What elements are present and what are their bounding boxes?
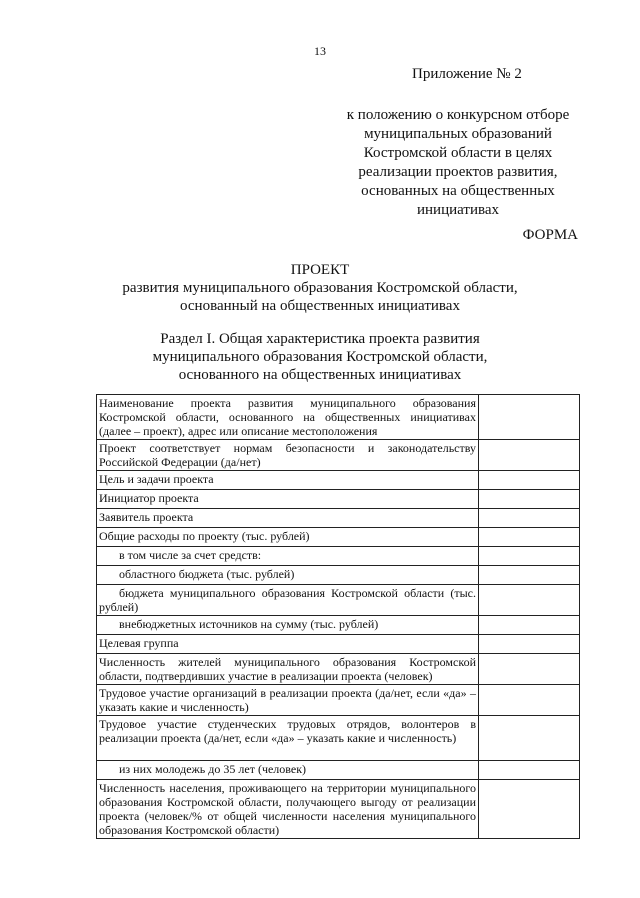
appendix-reference-line: основанных на общественных xyxy=(361,183,555,199)
table-row xyxy=(97,490,580,509)
project-title: ПРОЕКТ xyxy=(290,262,350,278)
value-cell[interactable] xyxy=(479,509,580,528)
appendix-reference xyxy=(340,106,576,220)
value-cell[interactable] xyxy=(479,547,580,566)
section-heading xyxy=(0,330,640,384)
appendix-reference-line: реализации проектов развития, xyxy=(358,164,558,180)
row-label: Численность населения, проживающего на территории муниципального образования Костромской области, получающего выгоду от реализации проекта (человек/% от общей численности населения муниципального образования Костромской области) xyxy=(97,780,479,839)
table-row xyxy=(97,761,580,780)
value-cell[interactable] xyxy=(479,716,580,761)
table-row xyxy=(97,585,580,616)
value-cell[interactable] xyxy=(479,395,580,440)
table-row xyxy=(97,395,580,440)
table-row xyxy=(97,685,580,716)
section-heading-line: муниципального образования Костромской области, xyxy=(152,349,488,365)
row-label: из них молодежь до 35 лет (человек) xyxy=(97,761,479,780)
value-cell[interactable] xyxy=(479,635,580,654)
appendix-number: Приложение № 2 xyxy=(412,66,522,82)
value-cell[interactable] xyxy=(479,685,580,716)
row-label: Общие расходы по проекту (тыс. рублей) xyxy=(97,528,479,547)
row-label: Трудовое участие студенческих трудовых отрядов, волонтеров в реализации проекта (да/нет, если «да» – указать какие и численность) xyxy=(97,716,479,761)
value-cell[interactable] xyxy=(479,490,580,509)
appendix-reference-line: инициативах xyxy=(416,202,500,218)
form-label: ФОРМА xyxy=(522,227,578,243)
row-label: внебюджетных источников на сумму (тыс. рублей) xyxy=(97,616,479,635)
row-label: Целевая группа xyxy=(97,635,479,654)
table-row xyxy=(97,635,580,654)
table-row xyxy=(97,616,580,635)
value-cell[interactable] xyxy=(479,566,580,585)
row-label: Инициатор проекта xyxy=(97,490,479,509)
page-number: 13 xyxy=(314,44,326,58)
row-label: бюджета муниципального образования Костромской области (тыс. рублей) xyxy=(97,585,479,616)
row-label: областного бюджета (тыс. рублей) xyxy=(97,566,479,585)
table-row xyxy=(97,654,580,685)
row-label: Заявитель проекта xyxy=(97,509,479,528)
row-label: в том числе за счет средств: xyxy=(97,547,479,566)
row-label: Цель и задачи проекта xyxy=(97,471,479,490)
section-heading-line: Раздел I. Общая характеристика проекта развития xyxy=(160,331,480,347)
table-row xyxy=(97,780,580,839)
row-label: Проект соответствует нормам безопасности и законодательству Российской Федерации (да/нет) xyxy=(97,440,479,471)
table-row xyxy=(97,547,580,566)
appendix-reference-line: муниципальных образований xyxy=(364,126,552,142)
value-cell[interactable] xyxy=(479,616,580,635)
project-subtitle-line: основанный на общественных инициативах xyxy=(180,298,460,314)
appendix-reference-line: Костромской области в целях xyxy=(363,145,553,161)
table-row xyxy=(97,440,580,471)
appendix-reference-line: к положению о конкурсном отборе xyxy=(346,107,570,123)
table-row xyxy=(97,528,580,547)
project-characteristics-table xyxy=(96,394,580,839)
value-cell[interactable] xyxy=(479,654,580,685)
value-cell[interactable] xyxy=(479,780,580,839)
table-row xyxy=(97,471,580,490)
table-row xyxy=(97,509,580,528)
row-label: Численность жителей муниципального образования Костромской области, подтвердивших участие в реализации проекта (человек) xyxy=(97,654,479,685)
project-subtitle-line: развития муниципального образования Костромской области, xyxy=(122,280,518,296)
row-label: Наименование проекта развития муниципального образования Костромской области, основанного на общественных инициативах (далее – проект), адрес или описание местоположения xyxy=(97,395,479,440)
table-row xyxy=(97,566,580,585)
value-cell[interactable] xyxy=(479,585,580,616)
value-cell[interactable] xyxy=(479,761,580,780)
table-row xyxy=(97,716,580,761)
value-cell[interactable] xyxy=(479,440,580,471)
section-heading-line: основанного на общественных инициативах xyxy=(178,367,462,383)
row-label: Трудовое участие организаций в реализации проекта (да/нет, если «да» – указать какие и численность) xyxy=(97,685,479,716)
value-cell[interactable] xyxy=(479,528,580,547)
value-cell[interactable] xyxy=(479,471,580,490)
project-heading xyxy=(0,261,640,315)
